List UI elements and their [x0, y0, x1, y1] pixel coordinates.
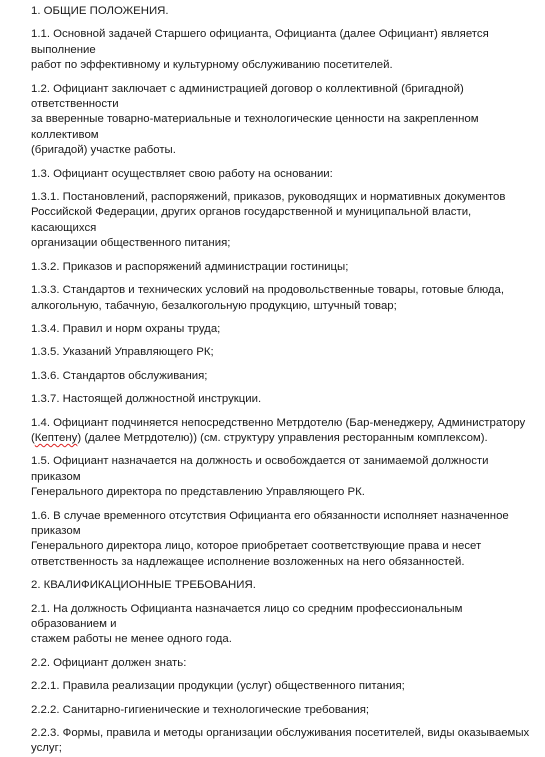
text-line: (бригадой) участке работы. [31, 144, 176, 157]
text-line: 1.3. Официант осуществляет свою работу на основании: [31, 167, 333, 180]
text-line: 2.2.1. Правила реализации продукции (услуг) общественного питания; [31, 680, 405, 693]
paragraph-p6 [31, 283, 537, 314]
paragraph-p14 [31, 578, 537, 593]
text-line: (Кептену) (далее Метрдотелю)) (см. структуру управления ресторанным комплексом). [31, 431, 488, 444]
text-line: Российской Федерации, других органов государственной и муниципальной власти, касающихся [31, 206, 472, 234]
text-line: услуг; [31, 742, 62, 755]
text-line: 1.3.5. Указаний Управляющего РК; [31, 346, 214, 359]
text-line: 1.3.2. Приказов и распоряжений администрации гостиницы; [31, 260, 349, 273]
text-line: алкогольную, табачную, безалкогольную продукцию, штучный товар; [31, 299, 397, 312]
paragraph-p13 [31, 509, 537, 571]
paragraph-p0 [31, 4, 537, 19]
text-line: 1.2. Официант заключает с администрацией договор о коллективной (бригадной) ответственности [31, 82, 464, 111]
text-line: 1.3.1. Постановлений, распоряжений, приказов, руководящих и нормативных документов [31, 191, 506, 204]
text-line: Генерального директора по представлению Управляющего РК. [31, 486, 365, 499]
text-line: работ по эффективному и культурному обслуживанию посетителей. [31, 59, 393, 72]
text-line: 1.4. Официант подчиняется непосредственно Метрдотелю (Бар-менеджеру, Администратору [31, 416, 526, 429]
paragraph-p4 [31, 190, 537, 252]
text-line: 1.1. Основной задачей Старшего официанта, Официанта (далее Официант) является выполнение [31, 28, 489, 56]
text-line: 1.5. Официант назначается на должность и освобождается от занимаемой должности приказом [31, 455, 489, 483]
spellcheck-flagged-word[interactable]: Кептену [34, 431, 78, 444]
text-line: 1.6. В случае временного отсутствия Официанта его обязанности исполняет назначенное приказом [31, 509, 509, 537]
text-line: 1.3.3. Стандартов и технических условий на продовольственные товары, готовые блюда, [31, 284, 505, 297]
text-line: 2.1. На должность Официанта назначается лицо со средним профессиональным образованием и [31, 602, 463, 630]
paragraph-p7 [31, 322, 537, 337]
paragraph-p9 [31, 369, 537, 384]
text-line: за вверенные товарно-материальные и технологические ценности на закрепленном коллективом [31, 113, 479, 141]
text-line: 2.2.3. Формы, правила и методы организации обслуживания посетителей, виды оказываемых [31, 727, 530, 740]
paragraph-p5 [31, 260, 537, 275]
text-line: 2.2.2. Санитарно-гигиенические и технологические требования; [31, 703, 370, 716]
paragraph-p12 [31, 454, 537, 500]
paragraph-p16 [31, 656, 537, 671]
paragraph-p19 [31, 726, 537, 757]
text-line: Генерального директора лицо, которое приобретает соответствующие права и несет [31, 540, 482, 553]
text-line: 1.3.4. Правил и норм охраны труда; [31, 322, 221, 335]
paragraph-p3 [31, 167, 537, 182]
text-line: 2.2. Официант должен знать: [31, 656, 187, 669]
paragraph-p11 [31, 416, 537, 447]
paragraph-p18 [31, 703, 537, 718]
paragraph-p10 [31, 392, 537, 407]
text-line: 1.3.7. Настоящей должностной инструкции. [31, 393, 262, 406]
text-line: организации общественного питания; [31, 237, 231, 250]
paragraph-p2 [31, 82, 537, 159]
text-line: 1.3.6. Стандартов обслуживания; [31, 369, 208, 382]
text-line: 2. КВАЛИФИКАЦИОННЫЕ ТРЕБОВАНИЯ. [31, 579, 256, 592]
text-line: стажем работы не менее одного года. [31, 633, 232, 646]
paragraph-p1 [31, 27, 537, 73]
text-line: ответственность за надлежащее исполнение возложенных на него обязанностей. [31, 555, 465, 568]
text-line: 1. ОБЩИЕ ПОЛОЖЕНИЯ. [31, 5, 169, 17]
paragraph-p8 [31, 345, 537, 360]
paragraph-p15 [31, 602, 537, 648]
paragraph-p17 [31, 679, 537, 694]
